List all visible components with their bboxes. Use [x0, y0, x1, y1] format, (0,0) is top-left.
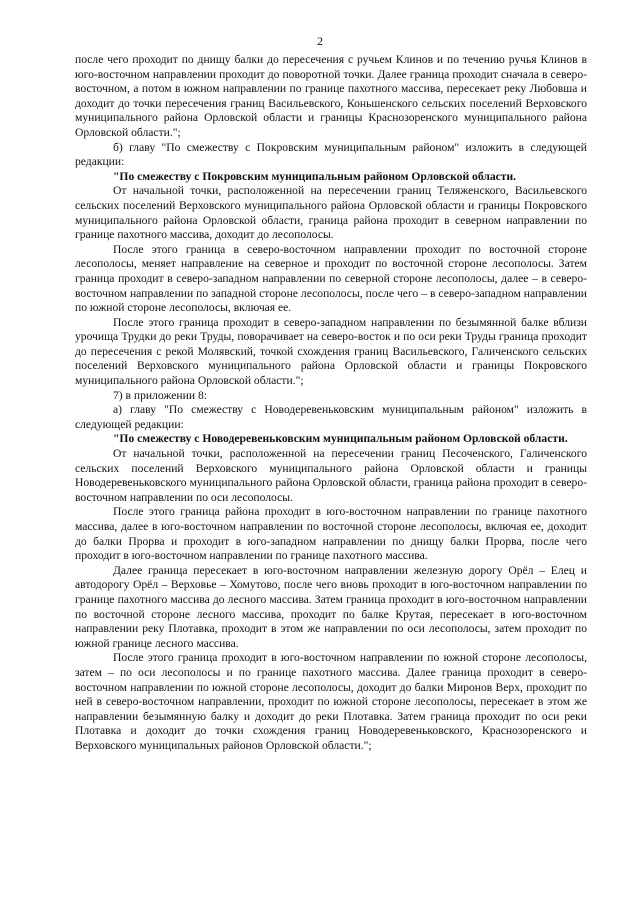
paragraph: От начальной точки, расположенной на пересечении границ Песоченского, Галиченского сельских поселений Верховского муниципального района Орловской области и границы Новодеревеньковского муниципального района Орловской области, граница района проходит в северо-восточном направлении по оси лесополосы.	[75, 447, 587, 504]
paragraph: 7) в приложении 8:	[113, 388, 207, 402]
chapter-heading: "По смежеству с Новодеревеньковским муниципальным районом Орловской области.	[113, 432, 568, 446]
paragraph: после чего проходит по днищу балки до пересечения с ручьем Клинов и по течению ручья Клинов в юго-восточном направлении проходит до поворотной точки. Далее граница проходит сначала в северо-восточном, а потом в южном направлении по границе пахотного массива, пересекает реку Любовша и доходит до точки пересечения границ Васильевского, Коньшенского сельских поселений Верховского муниципального района Орловской области и границы Краснозоренского муниципального района Орловской области.";	[75, 53, 587, 139]
document-body	[75, 53, 587, 754]
page-number: 2	[317, 34, 323, 48]
paragraph: После этого граница в северо-восточном направлении проходит по восточной стороне лесополосы, меняет направление на северное и проходит по восточной стороне лесополосы. Затем граница проходит в северо-западном направлении по северной стороне лесополосы, далее – в северо-восточном направлении по западной стороне лесополосы, после чего – в северо-западном направлении по южной стороне лесополосы, включая ее.	[75, 242, 587, 315]
paragraph: После этого граница района проходит в юго-восточном направлении по границе пахотного массива, далее в юго-восточном направлении по восточной стороне лесополосы, включая ее, доходит до балки Прорва и проходит в юго-западном направлении по днищу балки Прорва, после чего проходит в юго-восточном направлении по границе пахотного массива.	[75, 505, 587, 563]
paragraph: б) главу "По смежеству с Покровским муниципальным районом" изложить в следующей редакции:	[75, 140, 587, 169]
paragraph: Далее граница пересекает в юго-восточном направлении железную дорогу Орёл – Елец и автодорогу Орёл – Верховье – Хомутово, после чего вновь проходит в юго-восточном направлении по границе пахотного массива до лесного массива. Затем граница проходит в юго-восточном направлении по восточной стороне лесного массива, проходит по балке Крутая, пересекает в юго-восточном направлении реку Плотавка, проходит в этом же направлении по оси лесополосы, затем проходит по южной границе лесного массива.	[75, 563, 587, 650]
paragraph: От начальной точки, расположенной на пересечении границ Теляженского, Васильевского сельских поселений Верховского муниципального района Орловской области и границы Покровского муниципального района Орловской области, граница района проходит в северном направлении по границе пахотного массива, доходит до лесополосы.	[75, 184, 587, 242]
paragraph: После этого граница проходит в юго-восточном направлении по южной стороне лесополосы, затем – по оси лесополосы и по границе пахотного массива. Далее граница проходит в северо-восточном направлении по южной стороне лесополосы, доходит до балки Миронов Верх, проходит по ней в северо-восточном направлении, проходит по южной стороне лесополосы, пересекает в этом же направлении безымянную балку и доходит до реки Плотавка. Затем граница проходит по оси реки Плотавка и доходит до точки схождения границ Новодеревеньковского, Краснозоренского и Верховского муниципальных районов Орловской области.";	[75, 651, 587, 752]
chapter-heading: "По смежеству с Покровским муниципальным районом Орловской области.	[113, 169, 517, 183]
paragraph: а) главу "По смежеству с Новодеревеньковским муниципальным районом" изложить в следующей редакции:	[75, 403, 587, 431]
paragraph: После этого граница проходит в северо-западном направлении по безымянной балке вблизи урочища Трудки до реки Труды, поворачивает на северо-восток и по оси реки Труды граница проходит до пересечения с рекой Молявский, точкой схождения границ Васильевского, Галиченского сельских поселений Верховского муниципального района Орловской области и границы Покровского муниципального района Орловской области.";	[75, 315, 587, 388]
